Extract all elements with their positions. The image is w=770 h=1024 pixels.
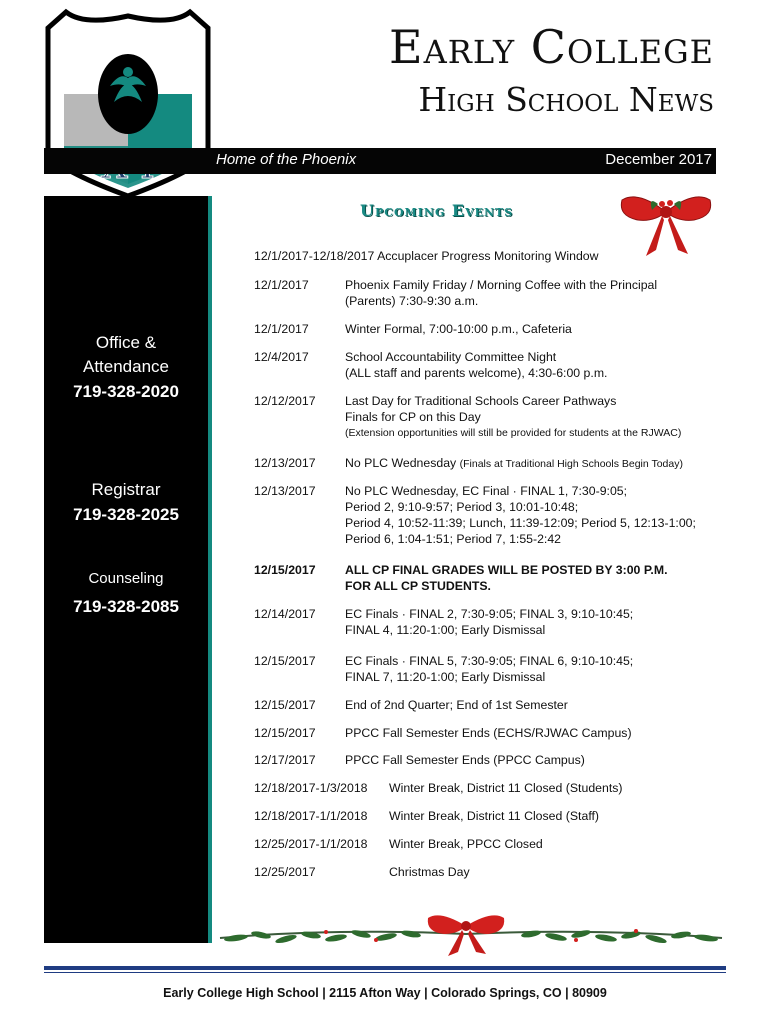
event-date: 12/1/2017 xyxy=(254,278,309,292)
event-date: 12/14/2017 xyxy=(254,607,316,621)
event-text: Period 4, 10:52-11:39; Lunch, 11:39-12:09; Period 5, 12:13-1:00; xyxy=(345,516,696,530)
footer-address: Early College High School | 2115 Afton Way | Colorado Springs, CO | 80909 xyxy=(163,986,607,1000)
counseling-label: Counseling xyxy=(88,570,164,587)
issue-date: December 2017 xyxy=(605,151,712,168)
christmas-bow-icon xyxy=(618,190,714,260)
event-date: 12/15/2017 xyxy=(254,726,316,740)
event-date: 12/13/2017 xyxy=(254,484,316,498)
tagline: Home of the Phoenix xyxy=(216,151,357,168)
event-text: Winter Formal, 7:00-10:00 p.m., Cafeteria xyxy=(345,322,572,336)
sidebar-accent xyxy=(208,196,212,943)
contact-sidebar xyxy=(44,196,212,943)
event-text: No PLC Wednesday xyxy=(345,456,457,470)
event-date: 12/18/2017-1/3/2018 xyxy=(254,781,368,795)
event-text: FOR ALL CP STUDENTS. xyxy=(345,579,491,593)
event-date: 12/13/2017 xyxy=(254,456,316,470)
event-note: (Extension opportunities will still be provided for students at the RJWAC) xyxy=(345,427,682,439)
event-date: 12/15/2017 xyxy=(254,563,316,577)
event-text: FINAL 4, 11:20-1:00; Early Dismissal xyxy=(345,623,546,637)
event-text: (ALL staff and parents welcome), 4:30-6:00 p.m. xyxy=(345,366,608,380)
event-text: EC Finals · FINAL 5, 7:30-9:05; FINAL 6, 9:10-10:45; xyxy=(345,654,634,668)
event-date: 12/25/2017 xyxy=(254,865,316,879)
event-date: 12/15/2017 xyxy=(254,654,316,668)
event-text: Winter Break, District 11 Closed (Staff) xyxy=(389,809,600,823)
event-note: (Finals at Traditional High Schools Begin Today) xyxy=(459,458,683,470)
event-text: (Parents) 7:30-9:30 a.m. xyxy=(345,294,479,308)
event-text: EC Finals · FINAL 2, 7:30-9:05; FINAL 3, 9:10-10:45; xyxy=(345,607,634,621)
event-text: Christmas Day xyxy=(389,865,470,879)
registrar-phone: 719-328-2025 xyxy=(73,505,179,524)
attendance-label: Attendance xyxy=(82,357,169,376)
registrar-label: Registrar xyxy=(91,480,161,499)
footer-rule xyxy=(44,966,726,970)
event-date: 12/25/2017-1/1/2018 xyxy=(254,837,368,851)
event-text: School Accountability Committee Night xyxy=(345,350,557,364)
event-text: No PLC Wednesday, EC Final · FINAL 1, 7:30-9:05; xyxy=(345,484,628,498)
event-date: 12/17/2017 xyxy=(254,753,316,767)
office-label: Office & xyxy=(95,333,157,352)
event-text: PPCC Fall Semester Ends (ECHS/RJWAC Campus) xyxy=(345,726,632,740)
event-date: 12/15/2017 xyxy=(254,698,316,712)
event-text: ALL CP FINAL GRADES WILL BE POSTED BY 3:00 P.M. xyxy=(345,563,668,577)
event-date: 12/12/2017 xyxy=(254,394,316,408)
newsletter-title-line1: Early College xyxy=(389,20,714,74)
events-heading: Upcoming Events xyxy=(360,201,514,220)
footer-rule-thin xyxy=(44,972,726,973)
event-text: End of 2nd Quarter; End of 1st Semester xyxy=(345,698,568,712)
event-text: Period 2, 9:10-9:57; Period 3, 10:01-10:48; xyxy=(345,500,579,514)
event-text: FINAL 7, 11:20-1:00; Early Dismissal xyxy=(345,670,546,684)
event-text: Winter Break, PPCC Closed xyxy=(389,837,543,851)
event-text: Period 6, 1:04-1:51; Period 7, 1:55-2:42 xyxy=(345,532,562,546)
event-date: 12/1/2017 xyxy=(254,322,309,336)
event-date: 12/4/2017 xyxy=(254,350,309,364)
event-text: 12/1/2017-12/18/2017 Accuplacer Progress Monitoring Window xyxy=(254,249,599,263)
holly-garland-icon xyxy=(216,908,726,958)
event-text: Last Day for Traditional Schools Career Pathways xyxy=(345,394,617,408)
event-text: Phoenix Family Friday / Morning Coffee with the Principal xyxy=(345,278,658,292)
event-text: Finals for CP on this Day xyxy=(345,410,481,424)
event-date: 12/18/2017-1/1/2018 xyxy=(254,809,368,823)
office-phone: 719-328-2020 xyxy=(73,382,179,401)
event-text: Winter Break, District 11 Closed (Students) xyxy=(389,781,623,795)
event-text: PPCC Fall Semester Ends (PPCC Campus) xyxy=(345,753,585,767)
counseling-phone: 719-328-2085 xyxy=(73,597,179,616)
newsletter-title-line2: High School News xyxy=(418,80,714,119)
header-banner xyxy=(44,148,716,174)
